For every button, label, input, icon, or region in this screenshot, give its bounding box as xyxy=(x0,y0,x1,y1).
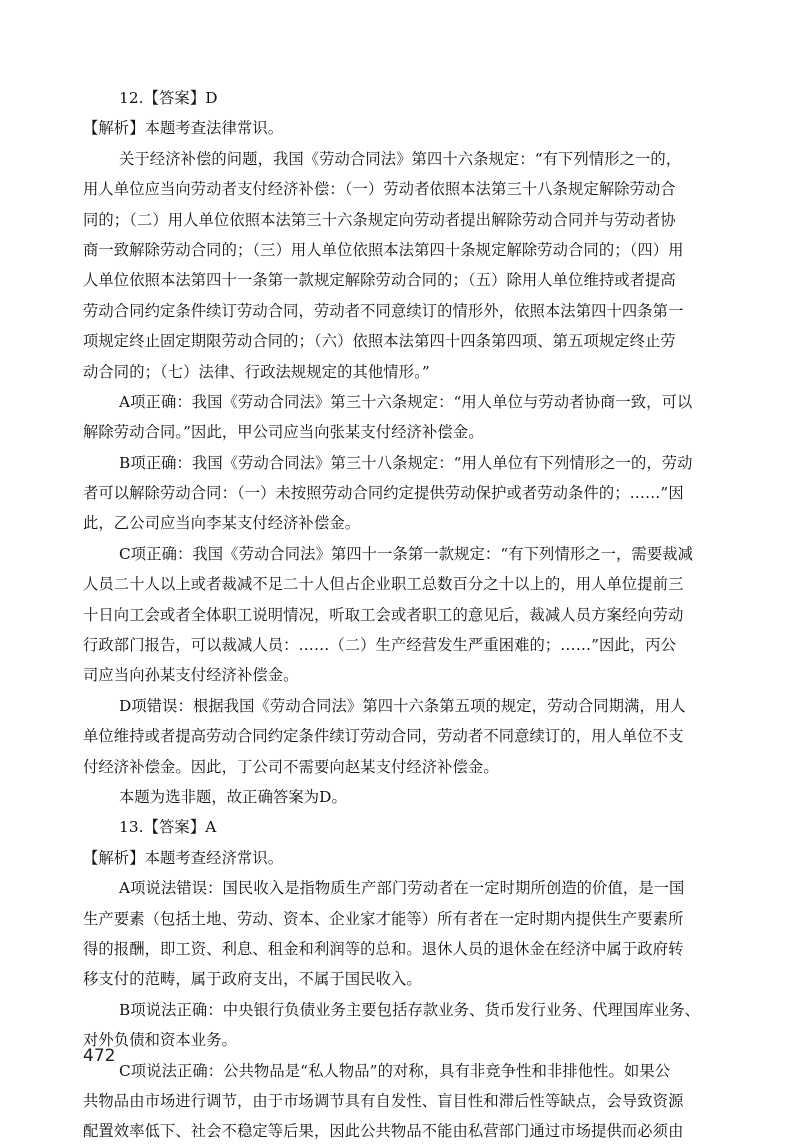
answer-explanation-text xyxy=(83,83,713,1147)
option-b-line: B项说法正确：中央银行负债业务主要包括存款业务、货币发行业务、代理国库业务、 xyxy=(119,1000,701,1019)
paragraph-line: 得的报酬，即工资、利息、租金和利润等的总和。退休人员的退休金在经济中属于政府转 xyxy=(83,939,684,958)
paragraph-line: 人员二十人以上或者裁减不足二十人但占企业职工总数百分之十以上的，用人单位提前三 xyxy=(83,575,684,594)
option-c-line: C项说法正确：公共物品是“私人物品”的对称，具有非竞争性和非排他性。如果公 xyxy=(119,1061,671,1080)
conclusion-line: 本题为选非题，故正确答案为D。 xyxy=(119,787,347,806)
option-b-line: B项正确：我国《劳动合同法》第三十八条规定：“用人单位有下列情形之一的，劳动 xyxy=(119,453,693,472)
paragraph-line: 关于经济补偿的问题，我国《劳动合同法》第四十六条规定：“有下列情形之一的， xyxy=(119,149,682,168)
paragraph-line: 单位维持或者提高劳动合同约定条件续订劳动合同，劳动者不同意续订的，用人单位不支 xyxy=(83,727,684,746)
paragraph-line: 者可以解除劳动合同：（一）未按照劳动合同约定提供劳动保护或者劳动条件的；……”因 xyxy=(83,484,684,503)
analysis-label-12: 【解析】本题考查法律常识。 xyxy=(83,119,284,138)
paragraph-line: 劳动合同约定条件续订劳动合同，劳动者不同意续订的情形外，依照本法第四十四条第一 xyxy=(83,301,684,320)
paragraph-line: 动合同的；（七）法律、行政法规规定的其他情形。” xyxy=(83,362,430,381)
paragraph-line: 付经济补偿金。因此，丁公司不需要向赵某支付经济补偿金。 xyxy=(83,757,499,776)
paragraph-line: 十日向工会或者全体职工说明情况，听取工会或者职工的意见后，裁减人员方案经向劳动 xyxy=(83,605,684,624)
option-c-line: C项正确：我国《劳动合同法》第四十一条第一款规定：“有下列情形之一，需要裁减 xyxy=(119,544,694,563)
answer-heading-13: 13.【答案】A xyxy=(119,818,217,837)
paragraph-line: 行政部门报告，可以裁减人员：……（二）生产经营发生严重困难的；……”因此，丙公 xyxy=(83,636,677,655)
paragraph-line: 共物品由市场进行调节，由于市场调节具有自发性、盲目性和滞后性等缺点，会导致资源 xyxy=(83,1091,684,1110)
option-a-line: A项正确：我国《劳动合同法》第三十六条规定：“用人单位与劳动者协商一致，可以 xyxy=(119,392,693,411)
paragraph-line: 配置效率低下、社会不稳定等后果，因此公共物品不能由私营部门通过市场提供而必须由 xyxy=(83,1122,684,1141)
paragraph-line: 人单位依照本法第四十一条第一款规定解除劳动合同的；（五）除用人单位维持或者提高 xyxy=(83,271,676,290)
paragraph-line: 移支付的范畴，属于政府支出，不属于国民收入。 xyxy=(83,970,422,989)
paragraph-line: 同的；（二）用人单位依照本法第三十六条规定向劳动者提出解除劳动合同并与劳动者协 xyxy=(83,210,676,229)
analysis-label-13: 【解析】本题考查经济常识。 xyxy=(83,848,284,867)
paragraph-line: 项规定终止固定期限劳动合同的；（六）依照本法第四十四条第四项、第五项规定终止劳 xyxy=(83,332,676,351)
paragraph-line: 对外负债和资本业务。 xyxy=(83,1031,237,1050)
paragraph-line: 司应当向孙某支付经济补偿金。 xyxy=(83,666,299,685)
paragraph-line: 解除劳动合同。”因此，甲公司应当向张某支付经济补偿金。 xyxy=(83,423,484,442)
page-number: 472 xyxy=(83,1046,116,1066)
paragraph-line: 商一致解除劳动合同的；（三）用人单位依照本法第四十条规定解除劳动合同的；（四）用 xyxy=(83,240,684,259)
paragraph-line: 生产要素（包括土地、劳动、资本、企业家才能等）所有者在一定时期内提供生产要素所 xyxy=(83,909,684,928)
paragraph-line: 此，乙公司应当向李某支付经济补偿金。 xyxy=(83,514,361,533)
option-d-line: D项错误：根据我国《劳动合同法》第四十六条第五项的规定，劳动合同期满，用人 xyxy=(119,696,686,715)
option-a-line: A项说法错误：国民收入是指物质生产部门劳动者在一定时期所创造的价值，是一国 xyxy=(119,879,685,898)
answer-heading-12: 12.【答案】D xyxy=(119,89,218,107)
paragraph-line: 用人单位应当向劳动者支付经济补偿：（一）劳动者依照本法第三十八条规定解除劳动合 xyxy=(83,180,676,199)
